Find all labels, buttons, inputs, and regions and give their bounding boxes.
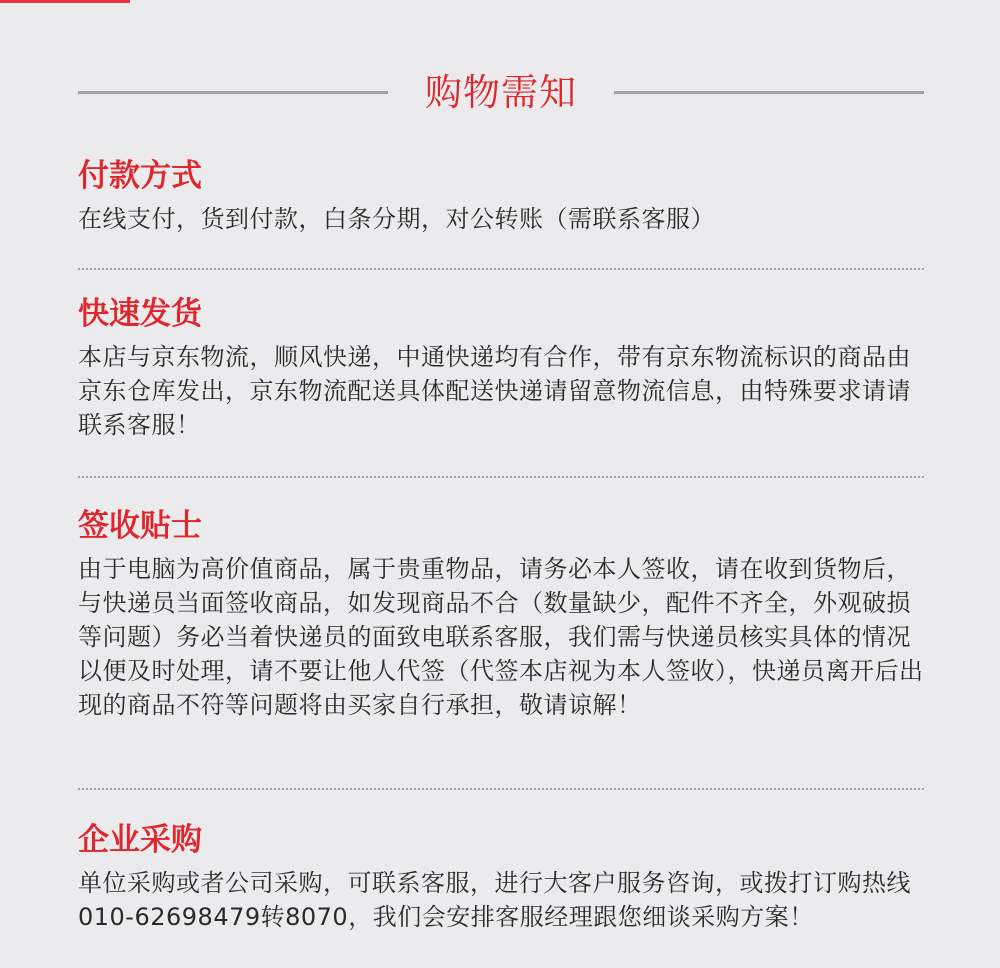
section-divider xyxy=(78,476,924,478)
section-divider xyxy=(78,788,924,790)
section-body-payment: 在线支付，货到付款，白条分期，对公转账（需联系客服） xyxy=(78,205,715,233)
section-delivery-tips xyxy=(78,506,924,722)
section-enterprise-purchase xyxy=(78,820,924,934)
top-accent-bar xyxy=(0,0,130,3)
page-title: 购物需知 xyxy=(425,71,577,114)
section-body-enterprise-purchase: 单位采购或者公司采购，可联系客服，进行大客户服务咨询，或拨打订购热线010-62698479转8070，我们会安排客服经理跟您细谈采购方案！ xyxy=(78,869,911,931)
section-body-delivery-tips: 由于电脑为高价值商品，属于贵重物品，请务必本人签收，请在收到货物后，与快递员当面签收商品，如发现商品不合（数量缺少，配件不齐全，外观破损等问题）务必当着快递员的面致电联系客服，我们需与快递员核实具体的情况以便及时处理，请不要让他人代签（代签本店视为本人签收），快递员离开后出现的商品不符等问题将由买家自行承担，敬请谅解！ xyxy=(78,555,924,719)
section-payment xyxy=(78,156,924,236)
section-shipping xyxy=(78,294,924,442)
section-title-delivery-tips: 签收贴士 xyxy=(78,508,202,544)
section-divider xyxy=(78,268,924,270)
section-title-payment: 付款方式 xyxy=(78,158,202,194)
page-header xyxy=(78,62,924,126)
section-title-shipping: 快速发货 xyxy=(78,296,202,332)
section-body-shipping: 本店与京东物流，顺风快递，中通快递均有合作，带有京东物流标识的商品由京东仓库发出，京东物流配送具体配送快递请留意物流信息，由特殊要求请请联系客服！ xyxy=(78,343,911,439)
section-title-enterprise-purchase: 企业采购 xyxy=(78,822,202,858)
header-rule-right xyxy=(614,91,924,94)
